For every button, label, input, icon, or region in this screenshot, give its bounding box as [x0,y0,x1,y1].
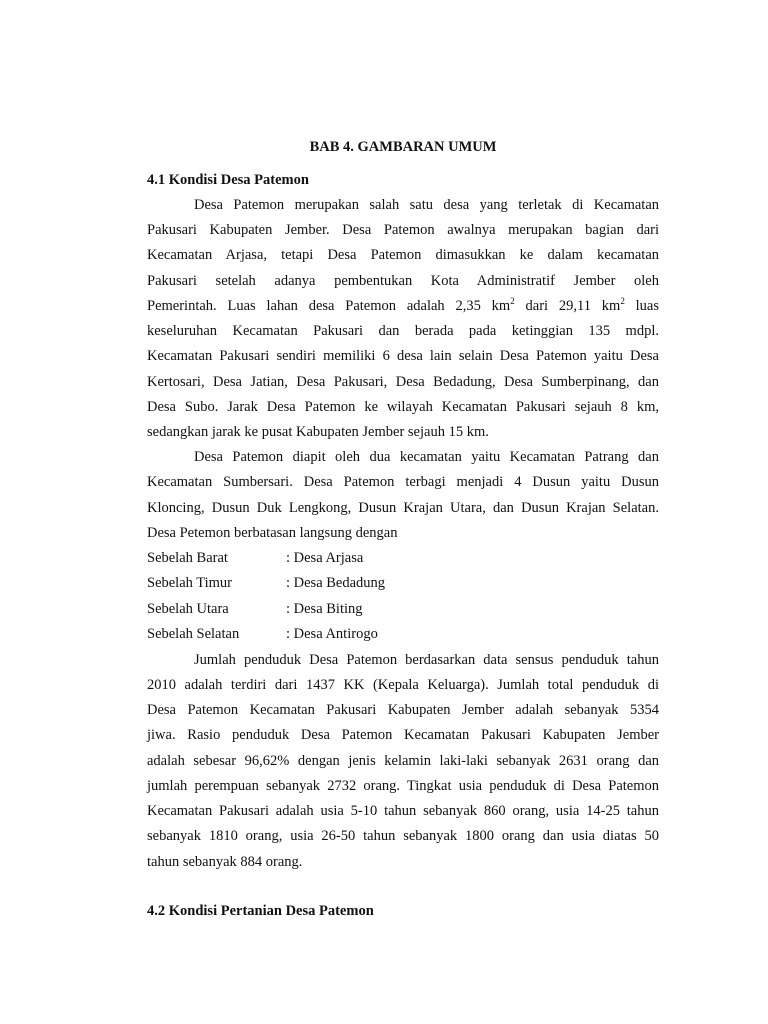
paragraph-3-line: Desa Patemon Kecamatan Pakusari Kabupaten Jember adalah sebanyak 5354 [147,702,659,718]
paragraph-2-line: Kecamatan Sumbersari. Desa Patemon terbagi menjadi 4 Dusun yaitu Dusun [147,474,659,490]
paragraph-1-line-area [147,297,659,315]
paragraph-3-line: Jumlah penduduk Desa Patemon berdasarkan data sensus penduduk tahun [194,652,659,668]
border-label: Sebelah Barat [147,550,228,566]
paragraph-2-line: Desa Petemon berbatasan langsung dengan [147,525,398,541]
paragraph-1-line: keseluruhan Kecamatan Pakusari dan berada pada ketinggian 135 mdpl. [147,323,659,339]
paragraph-3-line: jiwa. Rasio penduduk Desa Patemon Kecamatan Pakusari Kabupaten Jember [147,727,659,743]
paragraph-1-line: Kecamatan Pakusari sendiri memiliki 6 desa lain selain Desa Patemon yaitu Desa [147,348,659,364]
border-value: : Desa Bedadung [286,575,386,591]
border-label: Sebelah Utara [147,601,229,617]
chapter-title: BAB 4. GAMBARAN UMUM [309,139,497,155]
paragraph-3-line: 2010 adalah terdiri dari 1437 KK (Kepala Keluarga). Jumlah total penduduk di [147,677,659,693]
paragraph-3-line: Kecamatan Pakusari adalah usia 5-10 tahun sebanyak 860 orang, usia 14-25 tahun [147,803,659,819]
paragraph-3-line: sebanyak 1810 orang, usia 26-50 tahun sebanyak 1800 orang dan usia diatas 50 [147,828,659,844]
border-value: : Desa Arjasa [286,550,364,566]
paragraph-1-line: Pakusari setelah adanya pembentukan Kota Administratif Jember oleh [147,273,659,289]
paragraph-3-line: tahun sebanyak 884 orang. [147,854,303,870]
area-text-part1: Pemerintah. Luas lahan desa Patemon adalah 2,35 km [147,298,511,314]
border-label: Sebelah Selatan [147,626,240,642]
paragraph-3-line: jumlah perempuan sebanyak 2732 orang. Tingkat usia penduduk di Desa Patemon [147,778,659,794]
area-text-part3: luas [624,298,659,314]
border-label: Sebelah Timur [147,575,232,591]
superscript: 2 [510,296,515,306]
paragraph-1-line: Pakusari Kabupaten Jember. Desa Patemon awalnya merupakan bagian dari [147,222,659,238]
border-value: : Desa Biting [286,601,363,617]
paragraph-2-line: Desa Patemon diapit oleh dua kecamatan yaitu Kecamatan Patrang dan [194,449,659,465]
paragraph-1-line: Desa Patemon merupakan salah satu desa yang terletak di Kecamatan [194,197,659,213]
border-value: : Desa Antirogo [286,626,378,642]
superscript: 2 [620,296,625,306]
area-text-part2: dari 29,11 km [514,298,621,314]
section-heading-4-1: 4.1 Kondisi Desa Patemon [147,172,309,188]
paragraph-1-line: Kertosari, Desa Jatian, Desa Pakusari, Desa Bedadung, Desa Sumberpinang, dan [147,374,659,390]
section-heading-4-2: 4.2 Kondisi Pertanian Desa Patemon [147,903,374,919]
paragraph-1-line: Desa Subo. Jarak Desa Patemon ke wilayah Kecamatan Pakusari sejauh 8 km, [147,399,659,415]
paragraph-1-line: Kecamatan Arjasa, tetapi Desa Patemon dimasukkan ke dalam kecamatan [147,247,659,263]
paragraph-2-line: Kloncing, Dusun Duk Lengkong, Dusun Krajan Utara, dan Dusun Krajan Selatan. [147,500,659,516]
paragraph-3-line: adalah sebesar 96,62% dengan jenis kelamin laki-laki sebanyak 2631 orang dan [147,753,659,769]
paragraph-1-line: sedangkan jarak ke pusat Kabupaten Jember sejauh 15 km. [147,424,489,440]
